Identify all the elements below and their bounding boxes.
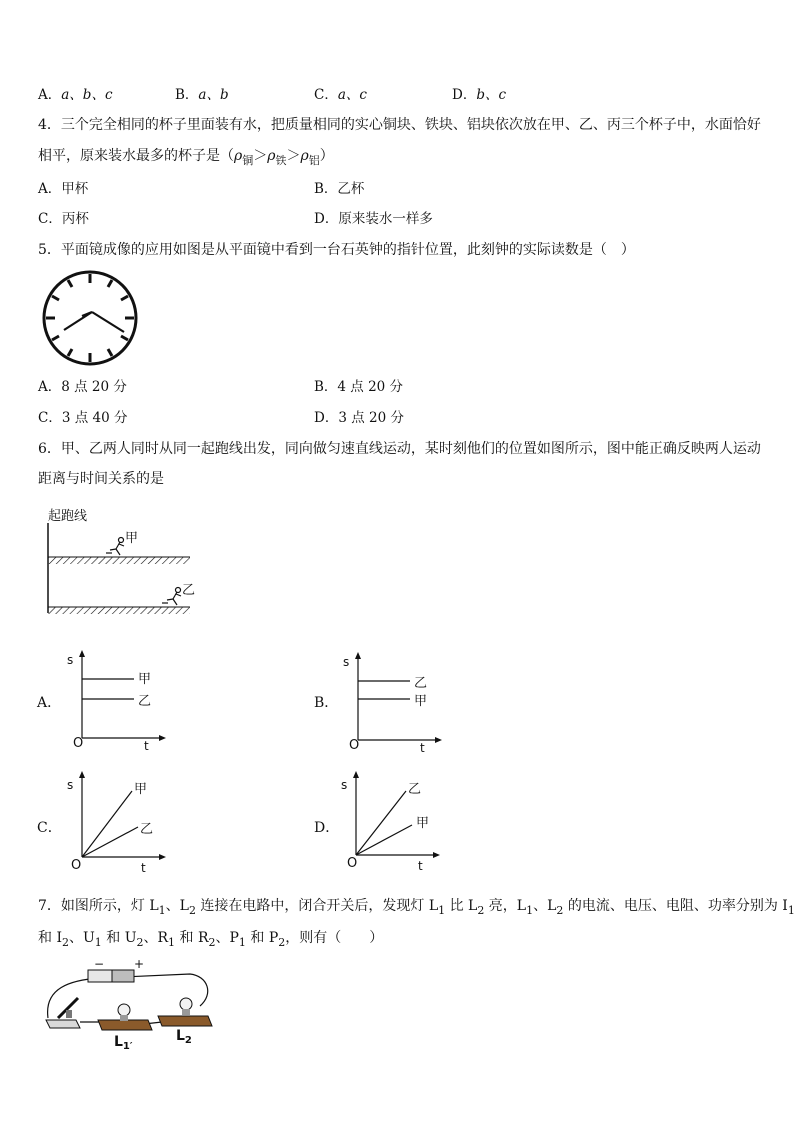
graph-a-option[interactable]: A． bbox=[37, 695, 62, 711]
q4-option-c[interactable]: C．丙杯 bbox=[38, 211, 89, 227]
q3-option-a[interactable]: A．a、b、c bbox=[38, 87, 113, 103]
q4-stem-line2: 相平，原来装水最多的杯子是$(\rho_铜>\rho_铁>\rho_铝)$ bbox=[38, 148, 334, 167]
lamp2-base bbox=[158, 1016, 212, 1026]
graph-d-upper-label: 乙 bbox=[408, 782, 422, 797]
graph-a-lower-label: 乙 bbox=[138, 694, 152, 709]
battery-plus: + bbox=[134, 957, 145, 971]
lamp2-bulb-icon bbox=[180, 998, 192, 1010]
graph-c-line-steep bbox=[82, 791, 132, 857]
switch-icon bbox=[46, 1020, 80, 1028]
graph-c bbox=[62, 771, 172, 877]
runner-jia-icon bbox=[106, 538, 124, 556]
q4-option-d[interactable]: D．原来装水一样多 bbox=[314, 211, 433, 227]
graph-c-line-shallow bbox=[82, 827, 138, 857]
graph-b-upper-label: 乙 bbox=[414, 676, 428, 691]
q3-option-c[interactable]: C．a、c bbox=[314, 87, 367, 103]
graph-d-x-label: t bbox=[418, 859, 423, 873]
graph-c-y-label: s bbox=[67, 778, 74, 792]
graph-a-upper-label: 甲 bbox=[138, 672, 152, 687]
graph-c-upper-label: 甲 bbox=[134, 782, 148, 797]
graph-b-x-label: t bbox=[420, 741, 425, 755]
graph-d-option[interactable]: D． bbox=[314, 820, 340, 836]
track-diagram bbox=[44, 505, 194, 623]
graph-b-y-label: s bbox=[343, 655, 350, 669]
graph-d-y-label: s bbox=[341, 778, 348, 792]
graph-a-origin: O bbox=[73, 736, 84, 751]
clock-hands bbox=[64, 312, 124, 332]
q7-stem-line1: 7．如图所示，灯 $L_1$、$L_2$ 连接在电路中，闭合开关后，发现灯 $L_1$ 比 $L_2$ 亮，$L_1$、$L_2$ 的电流、电压、电阻、功率分别为 $I_1$ bbox=[38, 898, 795, 917]
q5-option-d[interactable]: D．3 点 20 分 bbox=[314, 410, 404, 426]
q5-option-b[interactable]: B．4 点 20 分 bbox=[314, 379, 404, 395]
graph-c-option[interactable]: C． bbox=[37, 820, 62, 836]
graph-c-lower-label: 乙 bbox=[140, 822, 154, 837]
graph-d-line-shallow bbox=[356, 825, 412, 855]
q6-stem-line2: 距离与时间关系的是 bbox=[38, 471, 164, 487]
q7-stem-line2: 和 $I_2$、$U_1$ 和 $U_2$、$R_1$ 和 $R_2$、$P_1$ 和 $P_2$，则有（ ） bbox=[38, 930, 384, 949]
q4-option-b[interactable]: B．乙杯 bbox=[314, 181, 365, 197]
start-line-label: 起跑线 bbox=[48, 509, 88, 524]
graph-d bbox=[336, 771, 446, 877]
graph-d-line-steep bbox=[356, 791, 406, 855]
runner-yi-icon bbox=[162, 588, 181, 606]
graph-a bbox=[62, 650, 172, 752]
circuit-diagram bbox=[40, 957, 218, 1052]
graph-a-y-label: s bbox=[67, 653, 74, 667]
graph-b-origin: O bbox=[349, 738, 360, 753]
graph-b-lower-label: 甲 bbox=[414, 694, 428, 709]
graph-a-x-label: t bbox=[144, 739, 149, 753]
runner-yi-label: 乙 bbox=[182, 583, 196, 598]
clock-figure bbox=[40, 268, 140, 368]
graph-b-option[interactable]: B． bbox=[314, 695, 339, 711]
q6-stem-line1: 6．甲、乙两人同时从同一起跑线出发，同向做匀速直线运动，某时刻他们的位置如图所示，图中能正确反映两人运动 bbox=[38, 441, 761, 457]
q5-option-c[interactable]: C．3 点 40 分 bbox=[38, 410, 128, 426]
runner-jia-label: 甲 bbox=[125, 531, 139, 546]
clock-ticks bbox=[46, 274, 134, 362]
lane-divider bbox=[48, 557, 190, 564]
q4-option-a[interactable]: A．甲杯 bbox=[38, 181, 89, 197]
clock-face bbox=[44, 272, 136, 364]
lamp1-bulb-icon bbox=[118, 1004, 130, 1016]
graph-c-x-label: t bbox=[141, 861, 146, 875]
lane-bottom bbox=[48, 607, 190, 614]
lamp2-label: $L_2$ bbox=[176, 1028, 192, 1046]
graph-d-lower-label: 甲 bbox=[416, 816, 430, 831]
lamp1-label: $L_{1'}$ bbox=[114, 1034, 133, 1052]
graph-c-origin: O bbox=[71, 858, 82, 873]
graph-b bbox=[338, 652, 448, 754]
graph-d-origin: O bbox=[347, 856, 358, 871]
q5-option-a[interactable]: A．8 点 20 分 bbox=[38, 379, 127, 395]
lamp1-base bbox=[98, 1020, 152, 1030]
q3-option-d[interactable]: D．b、c bbox=[452, 87, 507, 103]
q4-stem-line1: 4．三个完全相同的杯子里面装有水，把质量相同的实心铜块、铁块、铝块依次放在甲、乙、丙三个杯子中，水面恰好 bbox=[38, 117, 761, 133]
q3-option-b[interactable]: B．a、b bbox=[175, 87, 229, 103]
battery-minus: − bbox=[94, 957, 105, 971]
q5-stem: 5．平面镜成像的应用如图是从平面镜中看到一台石英钟的指针位置，此刻钟的实际读数是（ ） bbox=[38, 242, 635, 258]
